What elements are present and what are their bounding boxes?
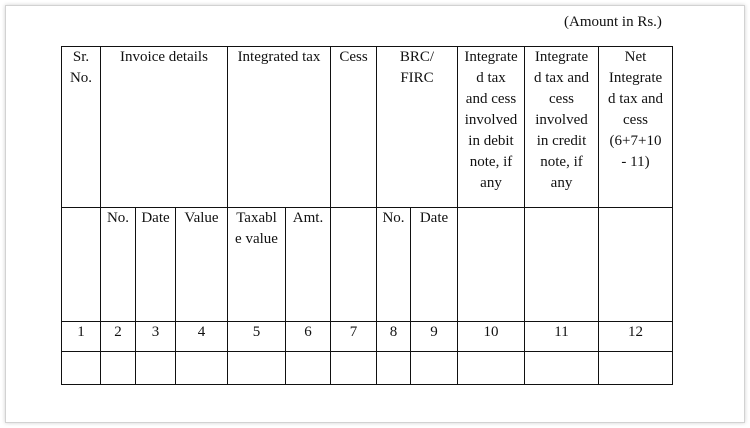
header-debit-note-line: involved bbox=[464, 112, 518, 128]
header-row bbox=[62, 47, 673, 208]
subheader-taxable-value bbox=[228, 208, 286, 322]
header-invoice-details: Invoice details bbox=[101, 47, 228, 208]
header-credit-note-line: involved bbox=[535, 112, 588, 128]
header-net-tax-line: - 11) bbox=[621, 154, 650, 170]
subheader-empty bbox=[458, 208, 525, 322]
column-number-row bbox=[62, 322, 673, 352]
column-number: 1 bbox=[62, 322, 101, 352]
data-entry-row bbox=[62, 352, 673, 385]
header-integrated-tax: Integrated tax bbox=[228, 47, 331, 208]
amount-note: (Amount in Rs.) bbox=[564, 14, 662, 30]
header-debit-note-line: in debit bbox=[468, 133, 514, 149]
header-sr-no bbox=[62, 47, 101, 208]
subheader-taxable-line2: e value bbox=[235, 231, 278, 247]
header-net-tax-line: d tax and bbox=[608, 91, 663, 107]
column-number: 12 bbox=[599, 322, 673, 352]
subheader-empty bbox=[525, 208, 599, 322]
column-number: 2 bbox=[101, 322, 136, 352]
header-debit-note bbox=[458, 47, 525, 208]
data-cell bbox=[525, 352, 599, 385]
header-debit-note-line: and cess bbox=[465, 91, 517, 107]
header-sr-no-line2: No. bbox=[69, 70, 93, 86]
column-number: 4 bbox=[176, 322, 228, 352]
subheader-empty bbox=[331, 208, 377, 322]
header-brc-line1: BRC/ bbox=[399, 49, 435, 65]
subheader-amt: Amt. bbox=[286, 208, 331, 322]
header-debit-note-line: d tax bbox=[476, 70, 506, 86]
data-cell bbox=[286, 352, 331, 385]
column-number: 11 bbox=[525, 322, 599, 352]
data-cell bbox=[331, 352, 377, 385]
data-cell bbox=[176, 352, 228, 385]
data-cell bbox=[599, 352, 673, 385]
subheader-invoice-no: No. bbox=[101, 208, 136, 322]
subheader-empty bbox=[62, 208, 101, 322]
column-number: 5 bbox=[228, 322, 286, 352]
header-cess: Cess bbox=[331, 47, 377, 208]
header-net-tax bbox=[599, 47, 673, 208]
column-number: 9 bbox=[411, 322, 458, 352]
header-credit-note-line: Integrate bbox=[534, 49, 589, 65]
data-cell bbox=[228, 352, 286, 385]
subheader-brc-date: Date bbox=[411, 208, 458, 322]
column-number: 3 bbox=[136, 322, 176, 352]
subheader-row bbox=[62, 208, 673, 322]
header-debit-note-line: note, if bbox=[469, 154, 513, 170]
header-credit-note-line: in credit bbox=[536, 133, 587, 149]
data-cell bbox=[101, 352, 136, 385]
data-cell bbox=[62, 352, 101, 385]
column-number: 10 bbox=[458, 322, 525, 352]
header-net-tax-line: (6+7+10 bbox=[609, 133, 662, 149]
column-number: 6 bbox=[286, 322, 331, 352]
subheader-empty bbox=[599, 208, 673, 322]
header-net-tax-line: Net bbox=[624, 49, 647, 65]
column-number: 8 bbox=[377, 322, 411, 352]
header-credit-note bbox=[525, 47, 599, 208]
subheader-brc-no: No. bbox=[377, 208, 411, 322]
subheader-invoice-date: Date bbox=[136, 208, 176, 322]
header-debit-note-line: any bbox=[480, 175, 502, 191]
header-credit-note-line: note, if bbox=[540, 154, 583, 170]
data-cell bbox=[411, 352, 458, 385]
column-number: 7 bbox=[331, 322, 377, 352]
header-net-tax-line: cess bbox=[623, 112, 648, 128]
data-cell bbox=[136, 352, 176, 385]
subheader-invoice-value: Value bbox=[176, 208, 228, 322]
header-net-tax-line: Integrate bbox=[608, 70, 663, 86]
header-credit-note-line: d tax and bbox=[534, 70, 589, 86]
header-credit-note-line: any bbox=[550, 175, 573, 191]
header-brc-firc bbox=[377, 47, 458, 208]
header-brc-line2: FIRC bbox=[400, 70, 434, 86]
data-cell bbox=[458, 352, 525, 385]
header-sr-no-line1: Sr. bbox=[72, 49, 90, 65]
header-credit-note-line: cess bbox=[549, 91, 574, 107]
header-debit-note-line: Integrate bbox=[464, 49, 518, 65]
refund-statement-table bbox=[61, 46, 673, 385]
data-cell bbox=[377, 352, 411, 385]
subheader-taxable-line1: Taxabl bbox=[236, 210, 277, 226]
